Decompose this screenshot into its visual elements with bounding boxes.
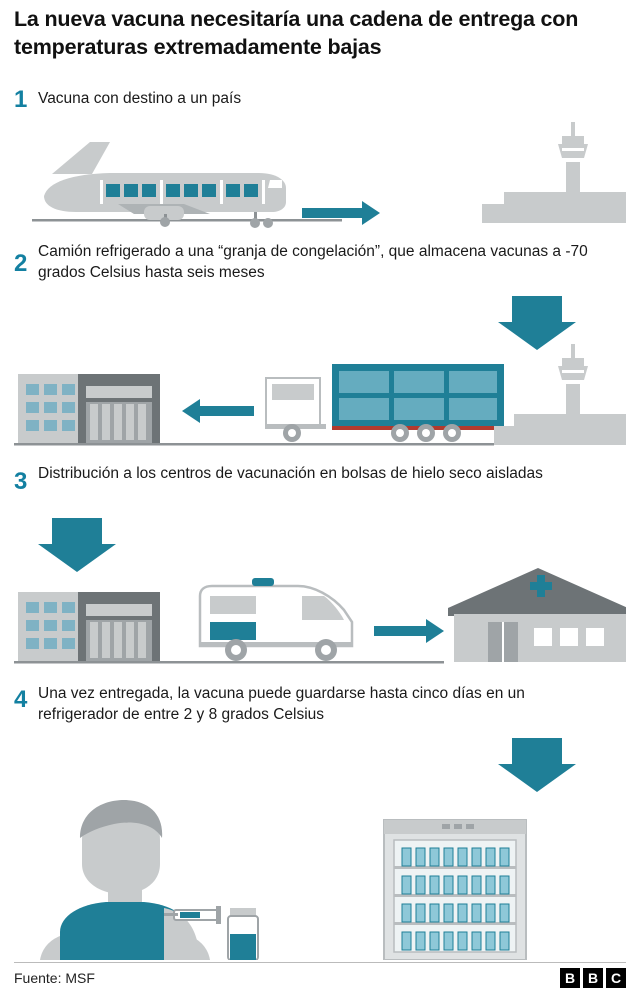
ground-line-2: [14, 443, 494, 446]
airplane-icon: [44, 142, 286, 228]
step-3-number: 3: [14, 468, 28, 495]
step-3-text: Distribución a los centros de vacunación en bolsas de hielo seco aisladas: [38, 465, 543, 482]
freezer-warehouse-icon-2: [18, 592, 160, 661]
delivery-van-icon: [200, 578, 352, 661]
bbc-logo-letter-1: B: [560, 968, 580, 988]
step-1-number: 1: [14, 86, 28, 113]
step-2-number: 2: [14, 250, 28, 277]
scene-van-to-clinic: [14, 560, 626, 672]
health-center-icon: [448, 568, 626, 662]
refrigerated-truck-icon: [266, 364, 504, 442]
airport-tower-icon-2: [494, 344, 626, 445]
scene-plane-to-airport: [14, 118, 626, 230]
patient-vaccination-icon: [40, 800, 210, 960]
vaccine-fridge-icon: [384, 820, 526, 960]
source-label: Fuente: MSF: [14, 970, 95, 986]
arrow-down-3: [492, 738, 582, 794]
scene-patient-and-fridge: [14, 798, 626, 960]
ground-line: [32, 219, 342, 222]
freezer-warehouse-icon: [18, 374, 160, 443]
vaccine-vial-icon: [228, 908, 258, 960]
footer-divider: [14, 962, 626, 963]
ground-line-3: [14, 661, 444, 664]
page-title: La nueva vacuna necesitaría una cadena de entrega con temperaturas extremadamente bajas: [14, 7, 579, 59]
arrow-right-2: [374, 619, 444, 643]
arrow-left-1: [182, 399, 254, 423]
bbc-logo-letter-3: C: [606, 968, 626, 988]
step-4-number: 4: [14, 686, 28, 713]
bbc-logo: [560, 968, 626, 988]
step-1-text: Vacuna con destino a un país: [38, 90, 242, 107]
step-4-text: Una vez entregada, la vacuna puede guardarse hasta cinco días en un refrigerador de entre 2 y 8 grados Celsius: [38, 685, 525, 723]
step-2-text: Camión refrigerado a una “granja de congelación”, que almacena vacunas a -70 grados Celsius hasta seis meses: [38, 243, 588, 281]
bbc-logo-letter-2: B: [583, 968, 603, 988]
scene-truck-to-warehouse: [14, 340, 626, 452]
airport-tower-icon: [482, 122, 626, 223]
